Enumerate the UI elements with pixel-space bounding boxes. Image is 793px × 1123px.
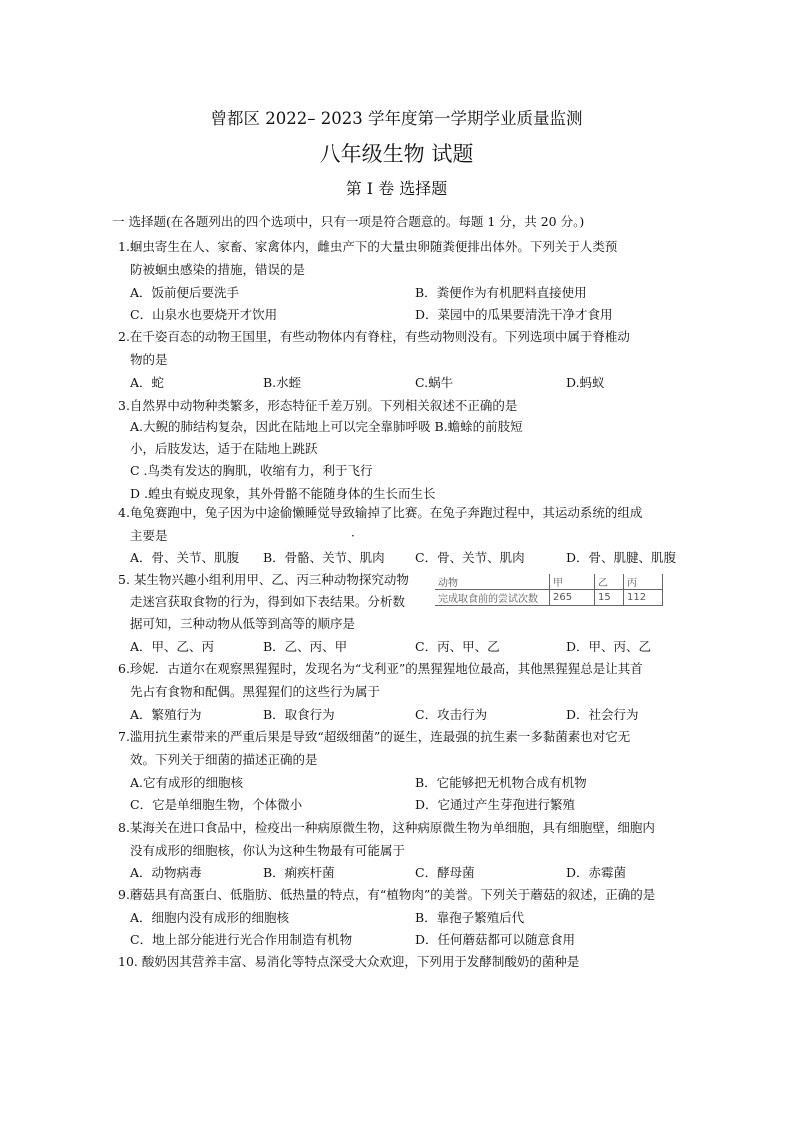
question-8-option-a: A．动物病毒 — [130, 865, 202, 880]
question-4-option-a: A．骨、关节、肌腹 — [130, 550, 240, 565]
question-9-option-d: D．任何蘑菇都可以随意食用 — [415, 932, 576, 947]
question-4-option-d: D．骨、肌腱、肌腹 — [566, 550, 677, 565]
question-2-stem: 2.在千姿百态的动物王国里，有些动物体内有脊柱，有些动物则没有。下列选项中属于脊椎动 — [118, 329, 630, 344]
question-5-stem-cont2: 据可知，三种动物从低等到高等的顺序是 — [130, 616, 356, 631]
question-1-option-b: B．粪便作为有机肥料直接使用 — [415, 285, 587, 300]
question-2-option-b: B.水蛭 — [263, 375, 302, 390]
table-row — [435, 574, 663, 590]
question-4-option-c: C．骨、关节、肌肉 — [415, 550, 525, 565]
question-9-option-a: A．细胞内没有成形的细胞核 — [130, 910, 290, 925]
question-1-option-d: D．菜园中的瓜果要清洗干净才食用 — [415, 307, 613, 322]
table-cell-bing: 112 — [624, 590, 663, 606]
section-heading: 一 选择题(在各题列出的四个选项中，只有一项是符合题意的。每题 1 分，共 20 分。) — [112, 214, 585, 229]
question-7-option-b: B．它能够把无机物合成有机物 — [415, 775, 587, 790]
question-2-option-d: D.蚂蚁 — [566, 375, 605, 390]
question-6-option-b: B．取食行为 — [263, 707, 335, 722]
question-5-option-b: B．乙、丙、甲 — [263, 639, 348, 654]
question-3-option-b-cont: 小，后肢发达，适于在陆地上跳跃 — [130, 441, 318, 456]
question-7-option-a: A.它有成形的细胞核 — [130, 775, 244, 790]
question-5-option-c: C．丙、甲、乙 — [415, 639, 500, 654]
question-4-stem: 4.龟兔赛跑中，兔子因为中途偷懒睡觉导致输掉了比赛。在兔子奔跑过程中，其运动系统的组成 — [118, 505, 643, 520]
question-3-option-ab: A.大鲵的肺结构复杂，因此在陆地上可以完全靠肺呼吸 B.蟾蜍的前肢短 — [130, 419, 523, 434]
question-5-data-table — [435, 574, 663, 606]
question-6-option-d: D．社会行为 — [566, 707, 639, 722]
question-5-option-d: D．甲、丙、乙 — [566, 639, 652, 654]
table-header-animal: 动物 — [435, 574, 550, 590]
exam-subject-title: 八年级生物 试题 — [319, 142, 474, 166]
emphasis-dot: · — [351, 529, 355, 543]
question-7-stem: 7.滥用抗生素带来的严重后果是导致“超级细菌”的诞生，连最强的抗生素一多黏菌素也对它无 — [118, 729, 631, 744]
question-6-stem-cont: 先占有食物和配偶。黑猩猩们的这些行为属于 — [130, 684, 381, 699]
question-6-option-c: C．攻击行为 — [415, 707, 488, 722]
question-1-option-a: A．饭前便后要洗手 — [130, 285, 240, 300]
question-7-option-c: C．它是单细胞生物，个体微小 — [130, 797, 303, 812]
table-header-bing: 丙 — [624, 574, 663, 590]
table-cell-yi: 15 — [595, 590, 624, 606]
question-7-stem-cont: 效。下列关于细菌的描述正确的是 — [130, 752, 318, 767]
table-row-label: 完成取食前的尝试次数 — [435, 590, 550, 606]
question-2-stem-cont: 物的是 — [130, 352, 168, 367]
question-3-option-d: D .蝗虫有蜕皮现象，其外骨骼不能随身体的生长而生长 — [130, 486, 436, 501]
question-8-option-c: C．酵母菌 — [415, 865, 475, 880]
exam-header-title: 曾都区 2022– 2023 学年度第一学期学业质量监测 — [210, 109, 583, 128]
question-6-option-a: A．繁殖行为 — [130, 707, 202, 722]
volume-title: 第 I 卷 选择题 — [345, 179, 448, 198]
question-3-option-c: C .鸟类有发达的胸肌，收缩有力，利于飞行 — [130, 463, 373, 478]
question-2-option-c: C.蜗牛 — [415, 375, 454, 390]
question-5-stem: 5. 某生物兴趣小组利用甲、乙、丙三种动物探究动物 — [118, 572, 409, 587]
table-cell-jia: 265 — [550, 590, 595, 606]
question-1-stem-cont: 防被蛔虫感染的措施，错误的是 — [130, 262, 306, 277]
question-1-stem: 1.蛔虫寄生在人、家畜、家禽体内，雌虫产下的大量虫卵随粪便排出体外。下列关于人类预 — [118, 239, 618, 254]
question-5-stem-cont: 走迷宫获取食物的行为，得到如下表结果。分析数 — [130, 594, 406, 609]
question-10-stem: 10. 酸奶因其营养丰富、易消化等特点深受大众欢迎，下列用于发酵制酸奶的菌种是 — [118, 954, 580, 969]
question-8-stem: 8.某海关在进口食品中，检疫出一种病原微生物，这种病原微生物为单细胞，具有细胞壁，细胞内 — [118, 820, 655, 835]
question-4-option-b: B．骨骼、关节、肌肉 — [263, 550, 385, 565]
question-9-option-c: C．地上部分能进行光合作用制造有机物 — [130, 932, 353, 947]
table-row — [435, 590, 663, 606]
question-1-option-c: C．山泉水也要烧开才饮用 — [130, 307, 278, 322]
question-4-stem-cont: 主要是 — [130, 528, 168, 543]
question-9-option-b: B．靠孢子繁殖后代 — [415, 910, 525, 925]
table-header-jia: 甲 — [550, 574, 595, 590]
question-6-stem: 6.珍妮．古道尔在观察黑猩猩时，发现名为“戈利亚”的黑猩猩地位最高，其他黑猩猩总是让其首 — [118, 661, 643, 676]
question-8-stem-cont: 没有成形的细胞核，你认为这种生物最有可能属于 — [130, 843, 406, 858]
question-5-option-a: A．甲、乙、丙 — [130, 639, 215, 654]
question-3-stem: 3.自然界中动物种类繁多，形态特征千差万别。下列相关叙述不正确的是 — [118, 398, 518, 413]
question-7-option-d: D．它通过产生芽孢进行繁殖 — [415, 797, 576, 812]
question-9-stem: 9.蘑菇具有高蛋白、低脂肪、低热量的特点，有“植物肉”的美誉。下列关于蘑菇的叙述，正确的是 — [118, 887, 656, 902]
question-8-option-d: D．赤霉菌 — [566, 865, 627, 880]
question-8-option-b: B．痢疾杆菌 — [263, 865, 335, 880]
question-2-option-a: A．蛇 — [130, 375, 165, 390]
table-header-yi: 乙 — [595, 574, 624, 590]
